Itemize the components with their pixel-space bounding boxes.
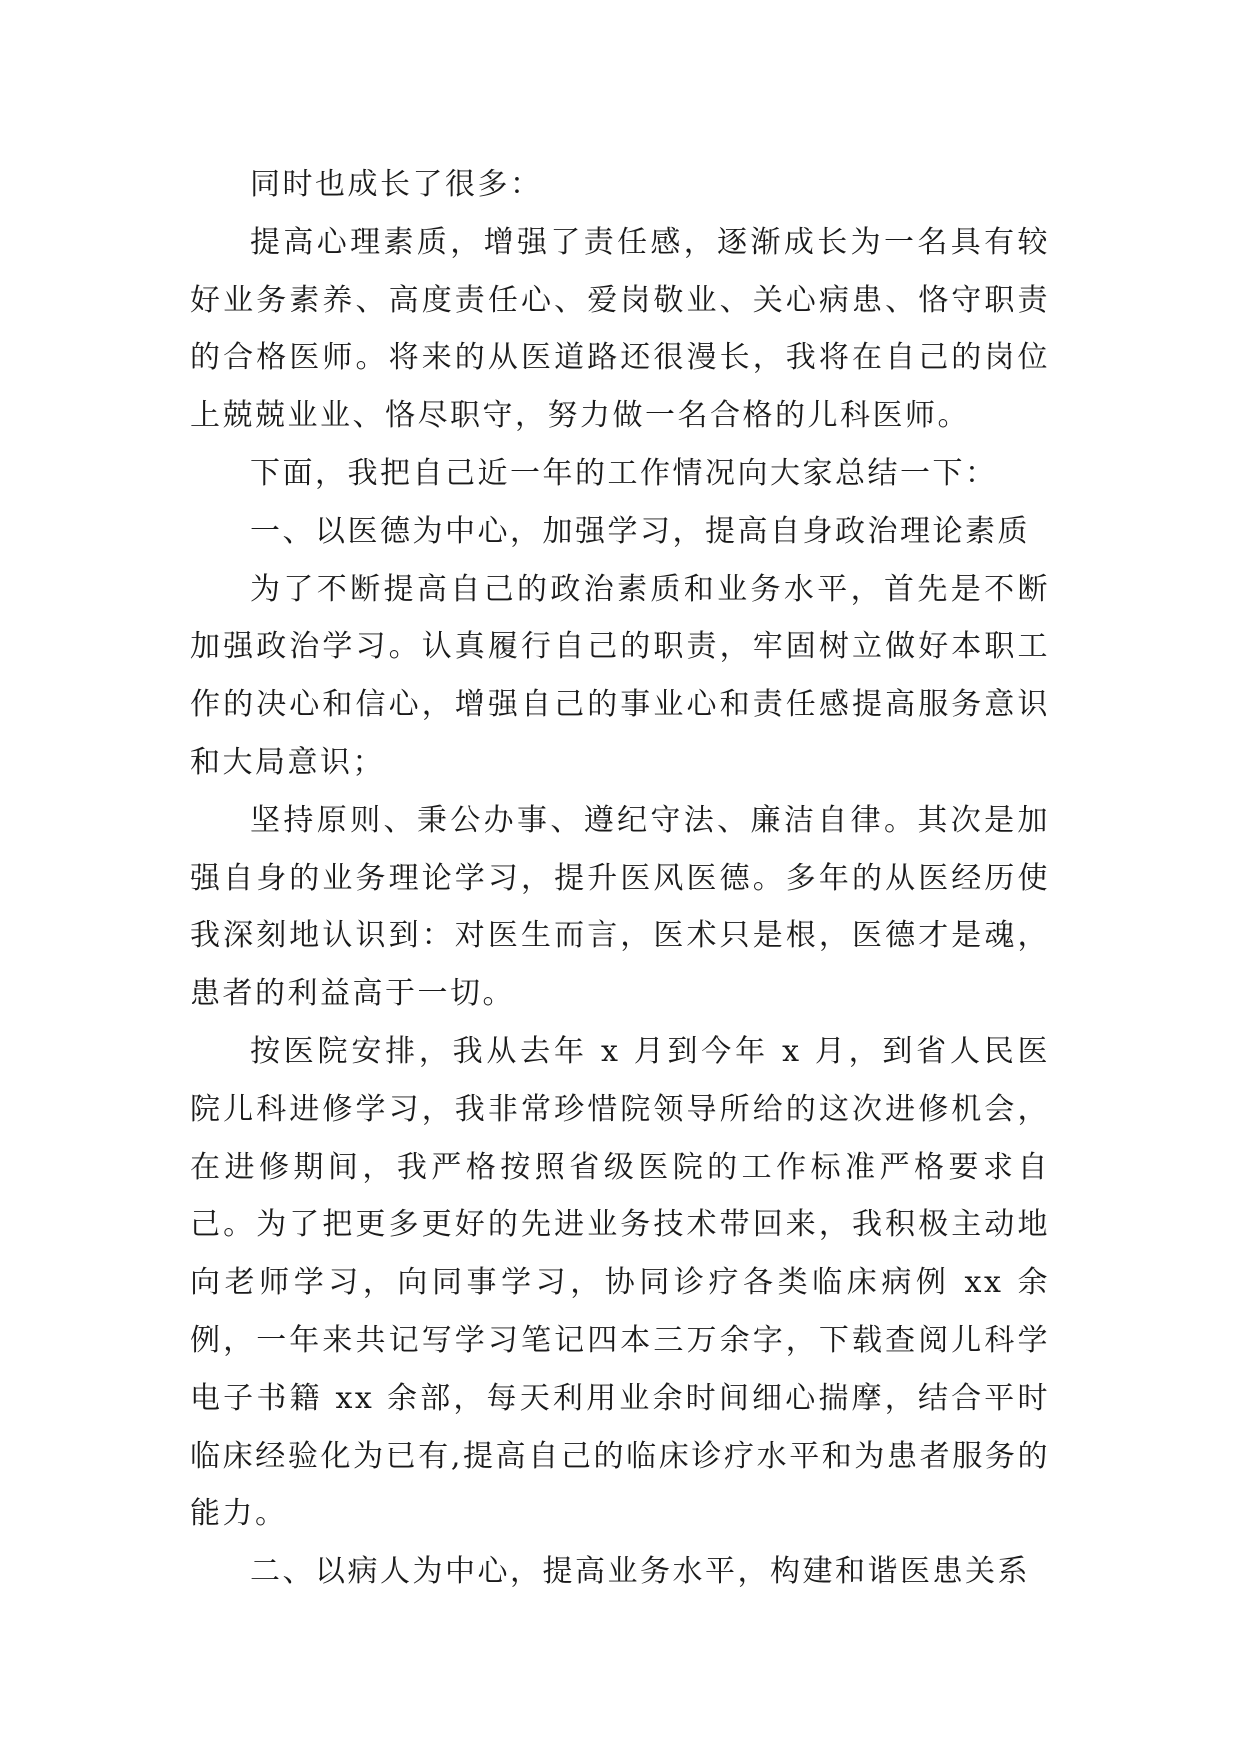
paragraph-growth-intro: 同时也成长了很多： [250,167,543,202]
section-heading-1: 一、以医德为中心，加强学习，提高自身政治理论素质 [250,513,1030,549]
paragraph-political-study: 为了不断提高自己的政治素质和业务水平，首先是不断加强政治学习。认真履行自己的职责，牢固树立做好本职工作的决心和信心，增强自己的事业心和责任感提高服务意识和大局意识； [190,571,1050,780]
paragraph-advanced-study: 按医院安排，我从去年 x 月到今年 x 月，到省人民医院儿科进修学习，我非常珍惜院领导所给的这次进修机会，在进修期间，我严格按照省级医院的工作标准严格要求自己。为了把更多更好的先进业务技术带回来，我积极主动地向老师学习，向同事学习，协同诊疗各类临床病例 xx 余例，一年来共记写学习笔记四本三万余字，下载查阅儿科学电子书籍 xx 余部，每天利用业余时间细心揣摩，结合平时临床经验化为已有,提高自己的临床诊疗水平和为患者服务的能力。 [190,1033,1050,1532]
paragraph-medical-ethics: 坚持原则、秉公办事、遵纪守法、廉洁自律。其次是加强自身的业务理论学习，提升医风医德。多年的从医经历使我深刻地认识到：对医生而言，医术只是根，医德才是魂，患者的利益高于一切。 [190,802,1050,1012]
paragraph-summary-intro: 下面，我把自己近一年的工作情况向大家总结一下： [250,455,998,491]
paragraph-responsibility: 提高心理素质，增强了责任感，逐渐成长为一名具有较好业务素养、高度责任心、爱岗敬业、关心病患、恪守职责的合格医师。将来的从医道路还很漫长，我将在自己的岗位上兢兢业业、恪尽职守，努力做一名合格的儿科医师。 [190,224,1050,434]
document-body [190,156,1050,1601]
section-heading-2: 二、以病人为中心，提高业务水平，构建和谐医患关系 [250,1554,1030,1590]
